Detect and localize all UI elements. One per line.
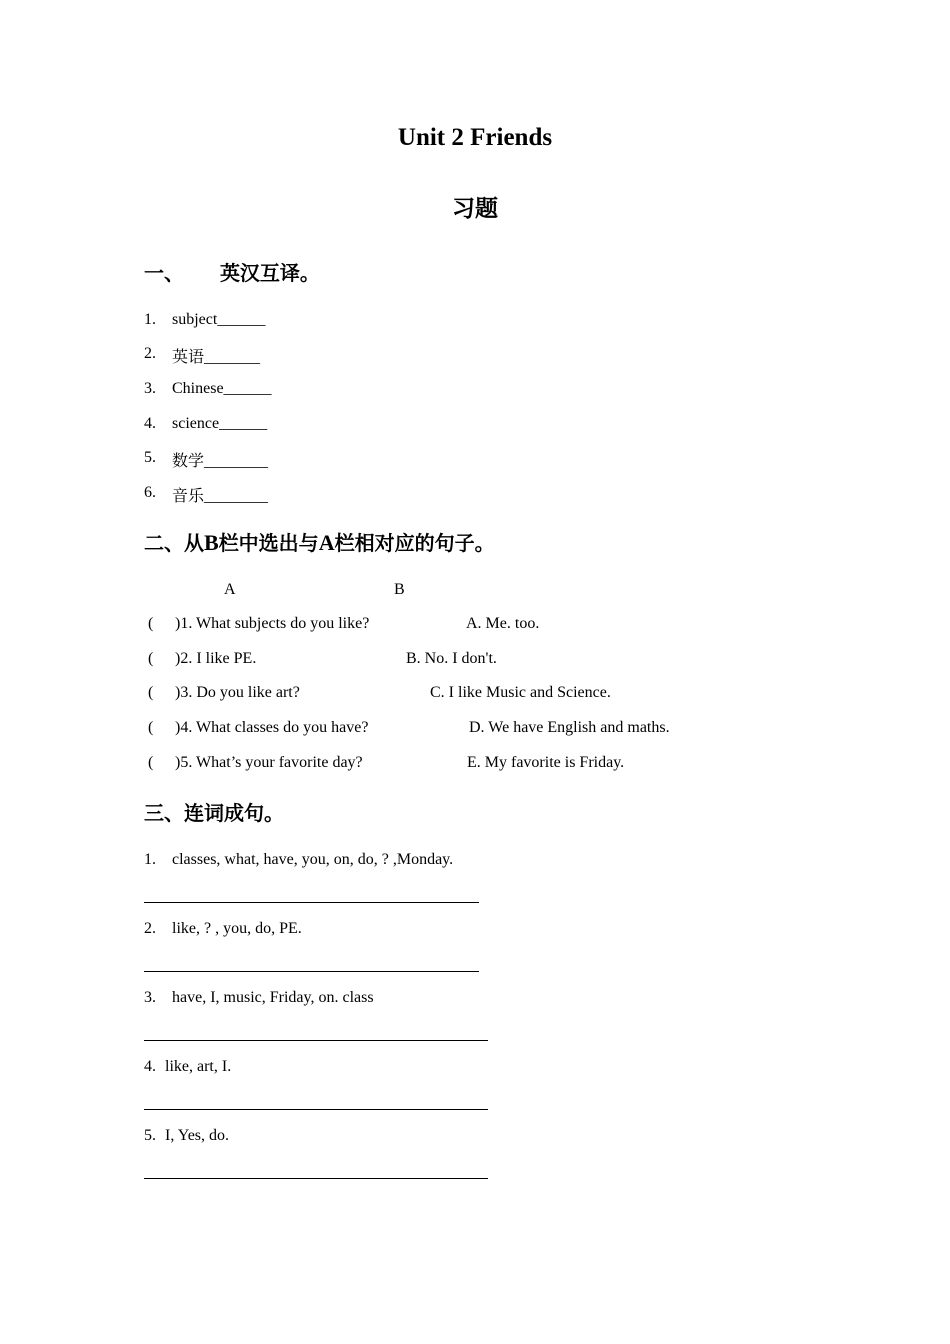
s2-row-5-answer: E. My favorite is Friday. [467, 754, 625, 771]
s2-row-5-paren: ( [148, 754, 154, 771]
s2-row-4-answer: D. We have English and maths. [469, 719, 670, 736]
s2-row-2-question: )2. I like PE. [175, 650, 257, 667]
s3-item-2-text: like, ? , you, do, PE. [172, 920, 302, 937]
s2-row-3-question: )3. Do you like art? [175, 684, 300, 701]
s2-row-4-question: )4. What classes do you have? [175, 719, 369, 736]
s1-item-6-text: 音乐________ [172, 488, 269, 505]
s3-item-5-num: 5. [144, 1127, 156, 1144]
section-2-mid: 栏中选出与 [218, 531, 319, 555]
s3-answer-line-5[interactable] [144, 1178, 488, 1179]
section-2-b: B [204, 530, 219, 555]
s3-answer-line-1[interactable] [144, 902, 479, 903]
s1-item-4-text: science______ [172, 415, 268, 432]
s2-row-2-answer: B. No. I don't. [406, 650, 497, 667]
s3-item-5-text: I, Yes, do. [165, 1127, 230, 1144]
s2-row-5-question: )5. What’s your favorite day? [175, 754, 363, 771]
s3-item-4-text: like, art, I. [165, 1058, 232, 1075]
column-b-header: B [394, 581, 405, 598]
section-2-label: 二、从 [144, 531, 204, 555]
section-3-heading: 三、连词成句。 [144, 801, 284, 825]
s1-item-3-text: Chinese______ [172, 380, 272, 397]
s1-item-6-num: 6. [144, 484, 156, 501]
s2-row-3-answer: C. I like Music and Science. [430, 684, 611, 701]
section-2-a: A [318, 530, 335, 555]
s3-item-1-num: 1. [144, 851, 156, 868]
section-2-heading [144, 527, 495, 556]
s1-item-1-num: 1. [144, 311, 156, 328]
s3-item-1-text: classes, what, have, you, on, do, ? ,Monday. [172, 851, 454, 868]
s2-row-2-paren: ( [148, 650, 154, 667]
page-title: Unit 2 Friends [397, 124, 553, 151]
s1-item-5-text: 数学________ [172, 453, 269, 470]
s3-answer-line-3[interactable] [144, 1040, 488, 1041]
s1-item-3-num: 3. [144, 380, 156, 397]
s1-item-2-num: 2. [144, 345, 156, 362]
section-1-heading [144, 257, 320, 286]
section-1-title: 英汉互译。 [219, 261, 320, 285]
s3-item-4-num: 4. [144, 1058, 156, 1075]
s3-answer-line-2[interactable] [144, 971, 479, 972]
section-2-end: 栏相对应的句子。 [334, 531, 495, 555]
section-1-label: 一、 [144, 261, 184, 285]
s3-item-3-text: have, I, music, Friday, on. class [172, 989, 374, 1006]
s1-item-2-text: 英语_______ [172, 349, 261, 366]
column-a-header: A [224, 581, 236, 598]
s1-item-1-text: subject______ [172, 311, 266, 328]
s2-row-1-paren: ( [148, 615, 154, 632]
s1-item-4-num: 4. [144, 415, 156, 432]
s2-row-1-answer: A. Me. too. [466, 615, 540, 632]
s3-answer-line-4[interactable] [144, 1109, 488, 1110]
s2-row-1-question: )1. What subjects do you like? [175, 615, 370, 632]
page-subtitle: 习题 [452, 196, 498, 222]
s2-row-4-paren: ( [148, 719, 154, 736]
s1-item-5-num: 5. [144, 449, 156, 466]
s2-row-3-paren: ( [148, 684, 154, 701]
s3-item-3-num: 3. [144, 989, 156, 1006]
s3-item-2-num: 2. [144, 920, 156, 937]
